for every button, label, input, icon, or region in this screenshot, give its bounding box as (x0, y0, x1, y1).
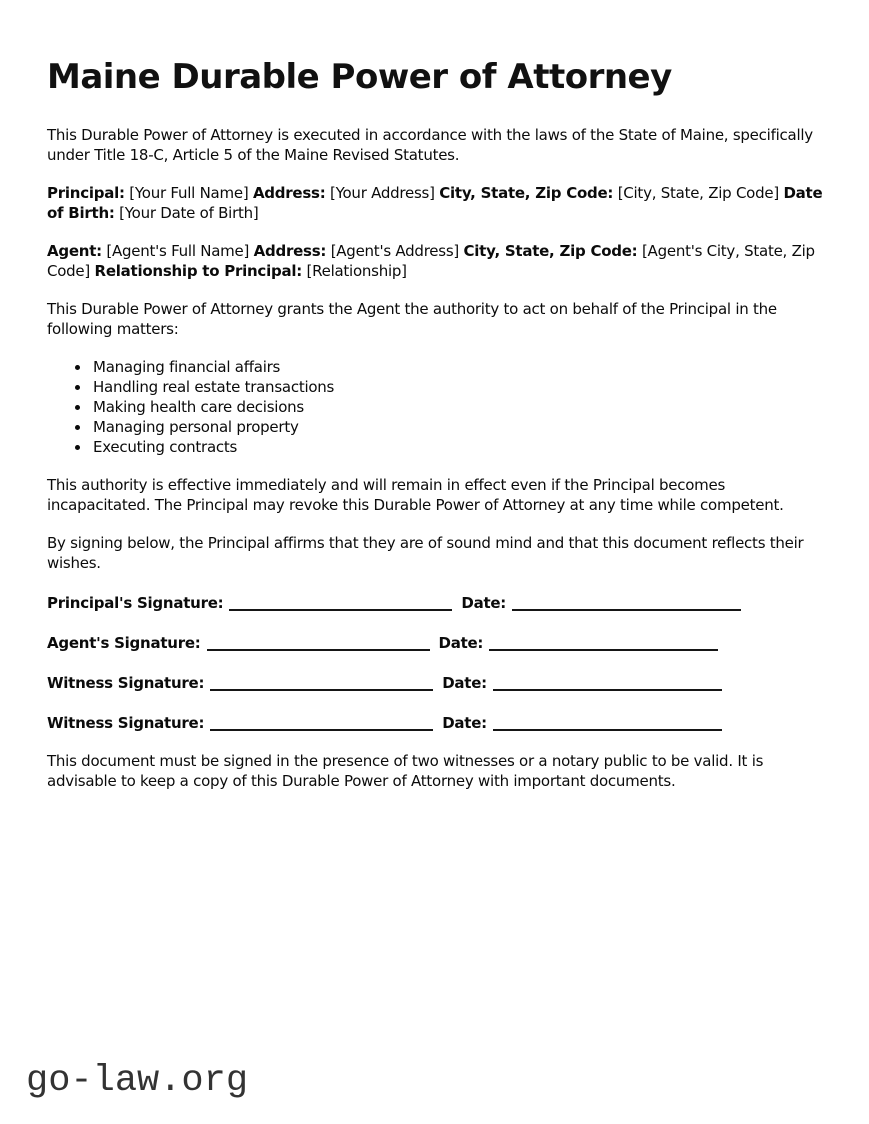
text-segment: City, State, Zip Code: (463, 242, 638, 260)
text-segment: Relationship to Principal: (94, 262, 302, 280)
signature-row-witness-1 (47, 671, 829, 693)
signature-line (229, 594, 452, 611)
text-segment: [Your Full Name] (124, 184, 253, 202)
affirmation-paragraph: By signing below, the Principal affirms that they are of sound mind and that this document reflects their wishes. (47, 534, 804, 572)
signature-line (207, 634, 430, 651)
text-segment: Address: (253, 242, 327, 260)
signature-row-agent (47, 631, 829, 653)
list-item: • Managing personal property (91, 417, 829, 437)
signature-row-principal (47, 591, 829, 613)
signature-line (210, 714, 433, 731)
document-content (47, 0, 829, 809)
text-segment: [Agent's City, State, Zip Code] (47, 242, 815, 280)
text-segment: Date of Birth: (47, 184, 823, 222)
date-label: Date: (438, 634, 484, 652)
text-segment: [Your Address] (325, 184, 440, 202)
powers-list (47, 357, 829, 457)
site-footer: go-law.org (26, 1060, 249, 1102)
list-item: • Making health care decisions (91, 397, 829, 417)
text-segment: Agent: (47, 242, 102, 260)
date-line (489, 634, 718, 651)
signature-line (210, 674, 433, 691)
signature-label: Agent's Signature: (47, 634, 201, 652)
grant-paragraph: This Durable Power of Attorney grants the Agent the authority to act on behalf of the Principal in the following matters: (47, 300, 777, 338)
list-item: • Managing financial affairs (91, 357, 829, 377)
page-title: Maine Durable Power of Attorney (47, 57, 672, 97)
date-line (512, 594, 741, 611)
agent-info (47, 241, 829, 281)
text-segment: City, State, Zip Code: (439, 184, 614, 202)
list-item: • Executing contracts (91, 437, 829, 457)
effectiveness-paragraph: This authority is effective immediately and will remain in effect even if the Principal becomes incapacitated. The Principal may revoke this Durable Power of Attorney at any time while competent. (47, 476, 784, 514)
list-item: • Handling real estate transactions (91, 377, 829, 397)
signature-label: Witness Signature: (47, 674, 205, 692)
text-segment: Address: (252, 184, 326, 202)
text-segment: [Agent's Full Name] (101, 242, 254, 260)
signature-label: Principal's Signature: (47, 594, 224, 612)
witness-note: This document must be signed in the presence of two witnesses or a notary public to be valid. It is advisable to keep a copy of this Durable Power of Attorney with important documents. (47, 752, 764, 790)
text-segment: [Relationship] (301, 262, 407, 280)
intro-paragraph: This Durable Power of Attorney is executed in accordance with the laws of the State of Maine, specifically under Title 18-C, Article 5 of the Maine Revised Statutes. (47, 126, 813, 164)
date-label: Date: (442, 714, 487, 732)
text-segment: [Your Date of Birth] (114, 204, 259, 222)
text-segment: Principal: (47, 184, 125, 202)
signature-row-witness-2 (47, 711, 829, 733)
text-segment: [Agent's Address] (326, 242, 464, 260)
date-line (493, 674, 722, 691)
signature-label: Witness Signature: (47, 714, 205, 732)
principal-info (47, 183, 829, 223)
date-label: Date: (442, 674, 487, 692)
date-label: Date: (461, 594, 507, 612)
date-line (493, 714, 722, 731)
text-segment: [City, State, Zip Code] (613, 184, 784, 202)
